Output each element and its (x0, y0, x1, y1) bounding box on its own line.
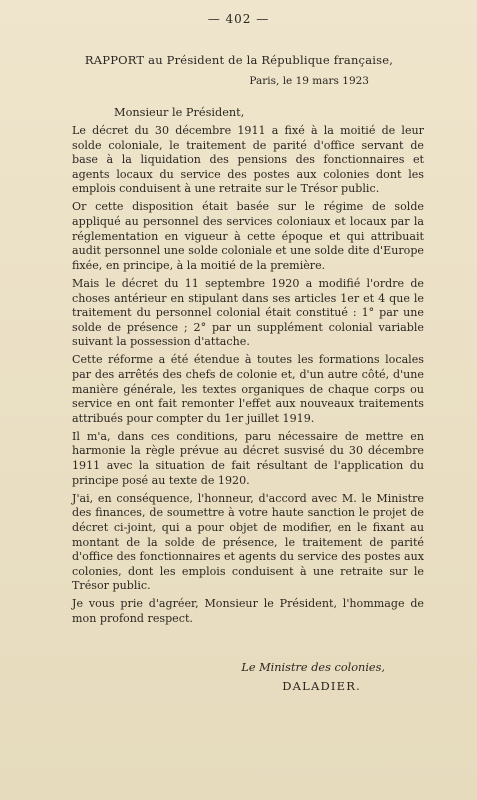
paragraph-7: Je vous prie d'agréer, Monsieur le Président, l'hommage de mon profond respect. (72, 597, 424, 625)
signature-title: Le Ministre des colonies, (241, 661, 385, 674)
paragraph-4: Cette réforme a été étendue à toutes les formations locales par des arrêtés des chefs de colonie et, d'un autre côté, d'une manière générale, les textes organiques de chaque corps ou service en ont fait remonter l'effet aux nouveaux traitements attribués pour compter du 1er juillet 1919. (72, 353, 424, 425)
paragraph-1: Le décret du 30 décembre 1911 a fixé à la moitié de leur solde coloniale, le traitement de parité d'office servant de base à la liquidation des pensions des fonctionnaires et agents locaux du service des postes aux colonies dont les emplois conduisent à une retraite sur le Trésor public. (72, 124, 424, 196)
dateline: Paris, le 19 mars 1923 (249, 75, 369, 87)
report-title: RAPPORT au Président de la République française, (84, 53, 394, 67)
signature-name: DALADIER. (282, 679, 361, 693)
paragraph-6: J'ai, en conséquence, l'honneur, d'accord avec M. le Ministre des finances, de soumettre à votre haute sanction le projet de décret ci-joint, qui a pour objet de modifier, en le fixant au montant de la solde de présence, le traitement de parité d'office des fonctionnaires et agents du service des postes aux colonies, dont les emplois conduisent à une retraite sur le Trésor public. (72, 491, 424, 593)
paragraph-2: Or cette disposition était basée sur le régime de solde appliqué au personnel des services coloniaux et locaux par la réglementation en vigueur à cette époque et qui attribuait audit personnel une solde coloniale et une solde dite d'Europe fixée, en principe, à la moitié de la première. (72, 200, 424, 272)
paragraph-5: Il m'a, dans ces conditions, paru nécessaire de mettre en harmonie la règle prévue au décret susvisé du 30 décembre 1911 avec la situation de fait résultant de l'application du principe posé au texte de 1920. (72, 429, 424, 487)
paragraph-3: Mais le décret du 11 septembre 1920 a modifié l'ordre de choses antérieur en stipulant dans ses articles 1er et 4 que le traitement du personnel colonial était constitué : 1° par une solde de présence ; 2° par un supplément colonial variable suivant la possession d'attache. (72, 276, 424, 349)
page-number: — 402 — (207, 12, 270, 26)
report-body (72, 124, 424, 630)
salutation: Monsieur le Président, (114, 106, 245, 119)
